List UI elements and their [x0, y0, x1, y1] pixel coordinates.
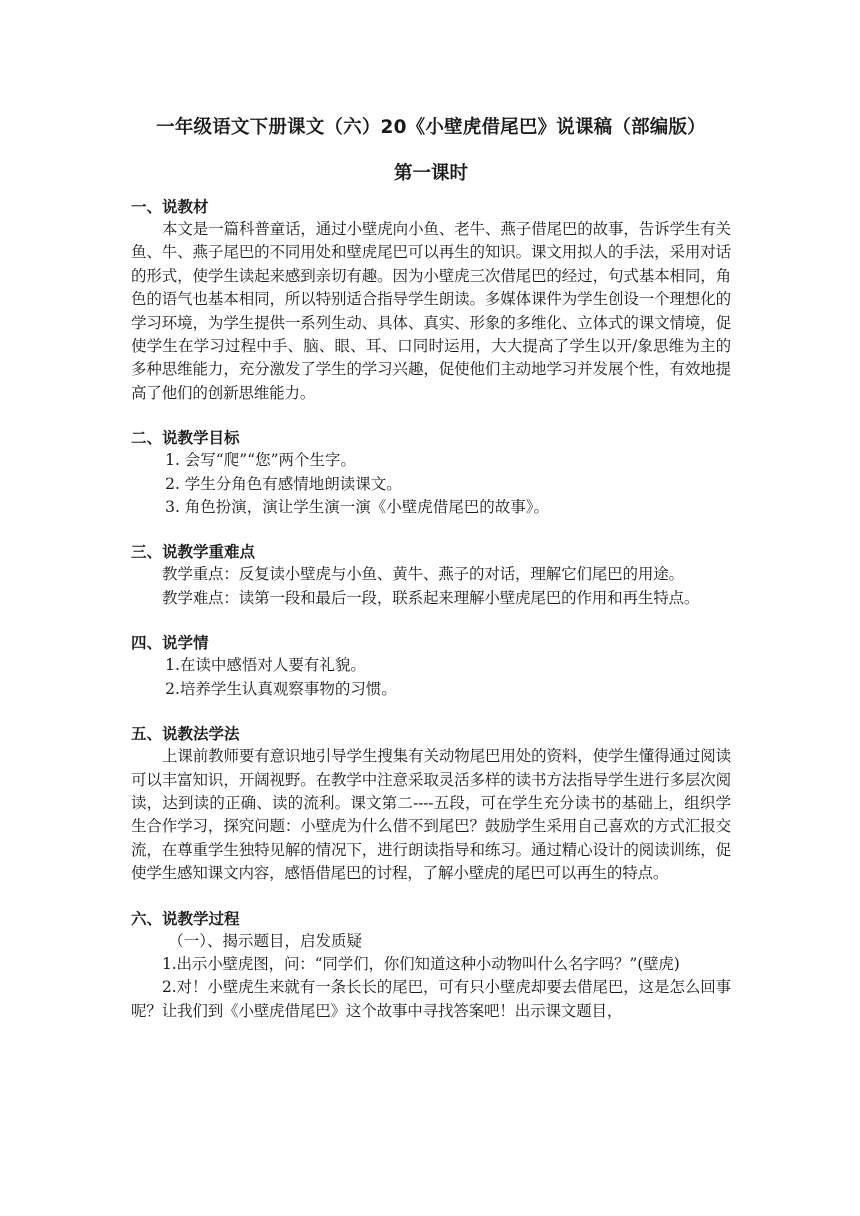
- paragraph: 教学重点：反复读小壁虎与小鱼、黄牛、燕子的对话，理解它们尾巴的用途。: [162, 565, 684, 584]
- section-methods: [131, 723, 731, 885]
- document-page: [131, 112, 731, 1023]
- list-item: 2. 学生分角色有感情地朗读课文。: [165, 474, 402, 493]
- section-heading: 二、说教学目标: [131, 429, 240, 448]
- section-key-points: [131, 541, 731, 610]
- section-heading: 一、说教材: [131, 198, 209, 216]
- list-item: 1.在读中感悟对人要有礼貌。: [165, 656, 366, 675]
- list-item: 3. 角色扮演，演让学生演一演《小壁虎借尾巴的故事》。: [165, 498, 550, 517]
- section-student-situation: [131, 632, 731, 701]
- paragraph: 上课前教师要有意识地引导学生搜集有关动物尾巴用处的资料，使学生懂得通过阅读可以丰富知识，开阔视野。在教学中注意采取灵活多样的读书方法指导学生进行多层次阅读，达到读的正确、读的流利。课文第二----五段，可在学生充分读书的基础上，组织学生合作学习，探究问题：小壁虎为什么借不到尾巴？鼓励学生采用自己喜欢的方式汇报交流，在尊重学生独特见解的情况下，进行朗读指导和练习。通过精心设计的阅读训练，促使学生感知课文内容，感悟借尾巴的讨程，了解小壁虎的尾巴可以再生的特点。: [131, 747, 731, 883]
- section-heading: 六、说教学过程: [131, 909, 240, 928]
- paragraph: 1.出示小壁虎图，问：“同学们，你们知道这种小动物叫什么名字吗？”(壁虎): [162, 954, 680, 973]
- paragraph: 2.对！小壁虎生来就有一条长长的尾巴，可有只小壁虎却要去借尾巴，这是怎么回事呢？让我们到《小壁虎借尾巴》这个故事中寻找答案吧！出示课文题目，: [131, 978, 731, 1020]
- section-heading: 五、说教法学法: [131, 725, 240, 744]
- paragraph: 本文是一篇科普童话，通过小壁虎向小鱼、老牛、燕子借尾巴的故事，告诉学生有关鱼、牛、燕子尾巴的不同用处和壁虎尾巴可以再生的知识。课文用拟人的手法，采用对话的形式，使学生读起来感到亲切有趣。因为小壁虎三次借尾巴的经过，句式基本相同，角色的语气也基本相同，所以特别适合指导学生朗读。多媒体课件为学生创设一个理想化的学习环境，为学生提供一系列生动、具体、真实、形象的多维化、立体式的课文情境，促使学生在学习过程中手、脑、眼、耳、口同时运用，大大提高了学生以开/象思维为主的多种思维能力，充分激发了学生的学习兴趣，促使他们主动地学习并发展个性，有效地提高了他们的创新思维能力。: [131, 220, 731, 402]
- section-teaching-goals: [131, 427, 731, 519]
- sub-heading: （一）、揭示题目，启发质疑: [168, 931, 362, 950]
- section-textbook: [131, 196, 731, 405]
- document-title: 一年级语文下册课文（六）20《小壁虎借尾巴》说课稿（部编版）: [156, 117, 706, 138]
- section-heading: 三、说教学重难点: [131, 543, 256, 562]
- section-teaching-process: [131, 908, 731, 1024]
- list-item: 2.培养学生认真观察事物的习惯。: [165, 679, 397, 698]
- lesson-title: 第一课时: [393, 163, 468, 184]
- section-heading: 四、说学情: [131, 634, 209, 653]
- paragraph: 教学难点：读第一段和最后一段，联系起来理解小壁虎尾巴的作用和再生特点。: [162, 588, 700, 607]
- list-item: 1. 会写“爬”“您”两个生字。: [165, 451, 357, 470]
